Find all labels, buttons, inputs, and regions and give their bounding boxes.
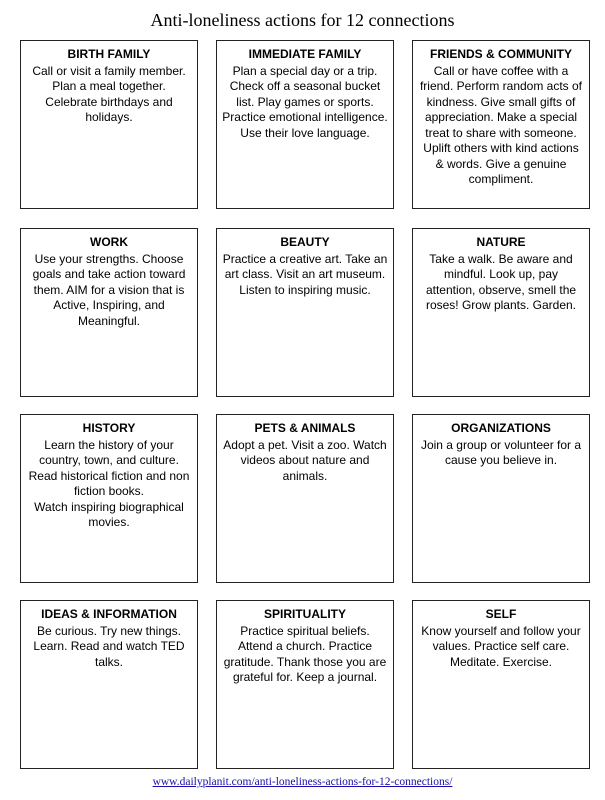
card-organizations: [412, 414, 590, 583]
card-heading: BIRTH FAMILY: [67, 47, 151, 61]
card-nature: [412, 228, 590, 397]
card-beauty: [216, 228, 394, 397]
card-heading: HISTORY: [82, 421, 136, 435]
card-history: [20, 414, 198, 583]
card-heading: ORGANIZATIONS: [451, 421, 551, 435]
card-heading: WORK: [90, 235, 128, 249]
card-body: Know yourself and follow your values. Practice self care. Meditate. Exercise.: [421, 623, 581, 669]
card-friends-community: [412, 40, 590, 209]
connections-grid: [20, 40, 591, 722]
page-title: Anti-loneliness actions for 12 connections: [150, 10, 455, 30]
card-self: [412, 600, 590, 769]
card-heading: NATURE: [476, 235, 526, 249]
card-body: Practice spiritual beliefs. Attend a church. Practice gratitude. Thank those you are grateful for. Keep a journal.: [223, 623, 387, 684]
card-heading: PETS & ANIMALS: [254, 421, 356, 435]
card-body: Call or visit a family member. Plan a meal together. Celebrate birthdays and holidays.: [32, 63, 186, 124]
card-birth-family: [20, 40, 198, 209]
card-heading: SPIRITUALITY: [263, 607, 346, 621]
card-heading: BEAUTY: [280, 235, 330, 249]
card-heading: IDEAS & INFORMATION: [41, 607, 177, 621]
card-body: Join a group or volunteer for a cause you believe in.: [420, 437, 582, 467]
card-body: Learn the history of your country, town, and culture. Read historical fiction and non fiction books. Watch inspiring biographical movies.: [28, 437, 190, 529]
card-body: Adopt a pet. Visit a zoo. Watch videos about nature and animals.: [223, 437, 387, 483]
card-work: [20, 228, 198, 397]
card-heading: FRIENDS & COMMUNITY: [430, 47, 572, 61]
card-body: Plan a special day or a trip. Check off a seasonal bucket list. Play games or sports. Practice emotional intelligence. Use their love language.: [222, 63, 388, 140]
card-heading: SELF: [485, 607, 517, 621]
card-body: Take a walk. Be aware and mindful. Look up, pay attention, observe, smell the roses! Grow plants. Garden.: [425, 251, 577, 312]
source-link[interactable]: www.dailyplanit.com/anti-loneliness-actions-for-12-connections/: [152, 776, 453, 788]
card-ideas-information: [20, 600, 198, 769]
card-body: Practice a creative art. Take an art class. Visit an art museum. Listen to inspiring music.: [222, 251, 388, 297]
card-body: Be curious. Try new things. Learn. Read and watch TED talks.: [33, 623, 185, 669]
card-immediate-family: [216, 40, 394, 209]
footer: [0, 776, 605, 788]
card-spirituality: [216, 600, 394, 769]
card-pets-animals: [216, 414, 394, 583]
card-heading: IMMEDIATE FAMILY: [248, 47, 362, 61]
card-body: Use your strengths. Choose goals and take action toward them. AIM for a vision that is Active, Inspiring, and Meaningful.: [32, 251, 186, 328]
card-body: Call or have coffee with a friend. Perform random acts of kindness. Give small gifts of appreciation. Make a special treat to share with someone. Uplift others with kind actions & words. Give a genuine compliment.: [419, 63, 583, 186]
